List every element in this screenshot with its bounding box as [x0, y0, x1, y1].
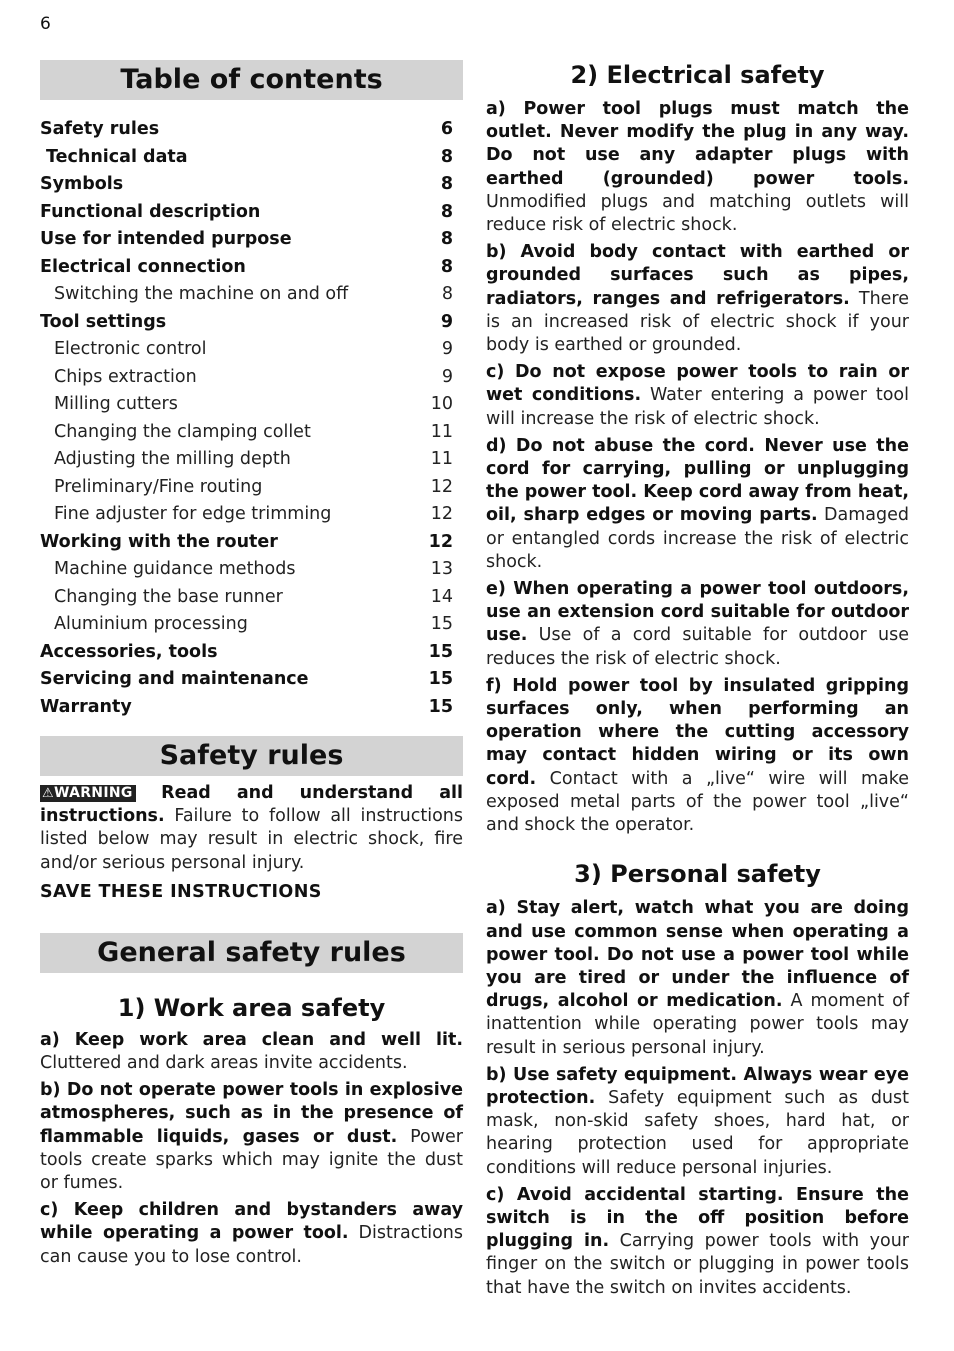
- electrical-item: b) Avoid body contact with earthed or grounded surfaces such as pipes, radiators, ranges and refrigerators. There is an increased risk of electric shock if your body is earthed or grounded.: [486, 242, 909, 356]
- toc-subentry[interactable]: Adjusting the milling depth 11: [54, 449, 453, 469]
- toc-entry[interactable]: Accessories, tools 15: [40, 641, 453, 662]
- personal-title: 3) Personal safety: [574, 860, 821, 889]
- toc-entry[interactable]: Tool settings 9: [40, 311, 453, 332]
- save-instructions: SAVE THESE INSTRUCTIONS: [40, 881, 322, 902]
- electrical-item: f) Hold power tool by insulated gripping surfaces only, when performing an operation where the cutting accessory may contact hidden wiring or its own cord. Contact with a „live“ wire will make exposed metal parts of the power tool „live“ and shock the operator.: [486, 675, 909, 836]
- warning-paragraph: ⚠WARNING Read and understand all instructions. Failure to follow all instructions listed below may result in electric shock, fire and/or serious personal injury.: [40, 783, 463, 873]
- personal-item: b) Use safety equipment. Always wear eye protection. Safety equipment such as dust mask, non-skid safety shoes, hard hat, or hearing protection used for appropriate conditions will reduce personal injuries.: [486, 1064, 909, 1178]
- work-area-item: a) Keep work area clean and well lit. Cluttered and dark areas invite accidents.: [40, 1029, 463, 1074]
- toc-entry[interactable]: Servicing and maintenance 15: [40, 669, 453, 689]
- toc-entry[interactable]: Symbols 8: [40, 174, 453, 194]
- toc-entry[interactable]: Electrical connection 8: [40, 256, 453, 277]
- right-column: [486, 56, 909, 1300]
- toc-subentry[interactable]: Aluminium processing 15: [54, 614, 453, 634]
- work-area-item: c) Keep children and bystanders away while operating a power tool. Distractions can cause you to lose control.: [40, 1200, 463, 1267]
- toc-subentry[interactable]: Switching the machine on and off 8: [54, 284, 453, 304]
- toc-subentry[interactable]: Chips extraction 9: [54, 366, 453, 387]
- personal-item: a) Stay alert, watch what you are doing and use common sense when operating a power tool. Do not use a power tool while you are tired or under the influence of drugs, alcohol or medication. A moment of inattention while operating power tools may result in serious personal injury.: [486, 898, 909, 1058]
- toc-subentry[interactable]: Preliminary/Fine routing 12: [54, 476, 453, 497]
- page-number: 6: [40, 14, 51, 34]
- toc-subentry[interactable]: Milling cutters 10: [54, 394, 453, 414]
- toc-subentry[interactable]: Electronic control 9: [54, 339, 453, 359]
- toc-entry[interactable]: Functional description 8: [40, 201, 453, 222]
- general-safety-title: General safety rules: [40, 933, 463, 973]
- work-area-item: b) Do not operate power tools in explosive atmospheres, such as in the presence of flammable liquids, gases or dust. Power tools create sparks which may ignite the dust or fumes.: [40, 1080, 463, 1194]
- work-area-title: 1) Work area safety: [117, 993, 386, 1022]
- left-column: [40, 56, 463, 1269]
- warning-triangle-icon: ⚠: [42, 786, 54, 801]
- toc-list: [40, 116, 463, 721]
- safety-rules-title: Safety rules: [40, 736, 463, 776]
- toc-entry[interactable]: Working with the router 12: [40, 531, 453, 552]
- toc-title: Table of contents: [40, 60, 463, 100]
- toc-subentry[interactable]: Changing the clamping collet 11: [54, 421, 453, 442]
- toc-subentry[interactable]: Machine guidance methods 13: [54, 559, 453, 579]
- electrical-item: a) Power tool plugs must match the outlet. Never modify the plug in any way. Do not use any adapter plugs with earthed (grounded) power tools. Unmodified plugs and matching outlets will reduce risk of electric shock.: [486, 99, 909, 236]
- toc-entry[interactable]: Technical data 8: [46, 146, 453, 167]
- toc-entry[interactable]: Warranty 15: [40, 696, 453, 717]
- electrical-title: 2) Electrical safety: [570, 61, 825, 89]
- toc-entry[interactable]: Use for intended purpose 8: [40, 229, 453, 249]
- toc-entry[interactable]: Safety rules 6: [40, 119, 453, 139]
- toc-subentry[interactable]: Fine adjuster for edge trimming 12: [54, 504, 453, 524]
- electrical-item: c) Do not expose power tools to rain or wet conditions. Water entering a power tool will increase the risk of electric shock.: [486, 362, 909, 429]
- electrical-item: d) Do not abuse the cord. Never use the cord for carrying, pulling or unplugging the power tool. Keep cord away from heat, oil, sharp edges or moving parts. Damaged or entangled cords increase the risk of electric shock.: [486, 435, 909, 572]
- electrical-item: e) When operating a power tool outdoors, use an extension cord suitable for outdoor use. Use of a cord suitable for outdoor use reduces the risk of electric shock.: [486, 579, 909, 669]
- toc-subentry[interactable]: Changing the base runner 14: [54, 586, 453, 607]
- personal-item: c) Avoid accidental starting. Ensure the switch is in the off position before plugging in. Carrying power tools with your finger on the switch or plugging in power tools that have the switch on invites accidents.: [486, 1184, 909, 1298]
- warning-badge: ⚠WARNING: [40, 785, 136, 802]
